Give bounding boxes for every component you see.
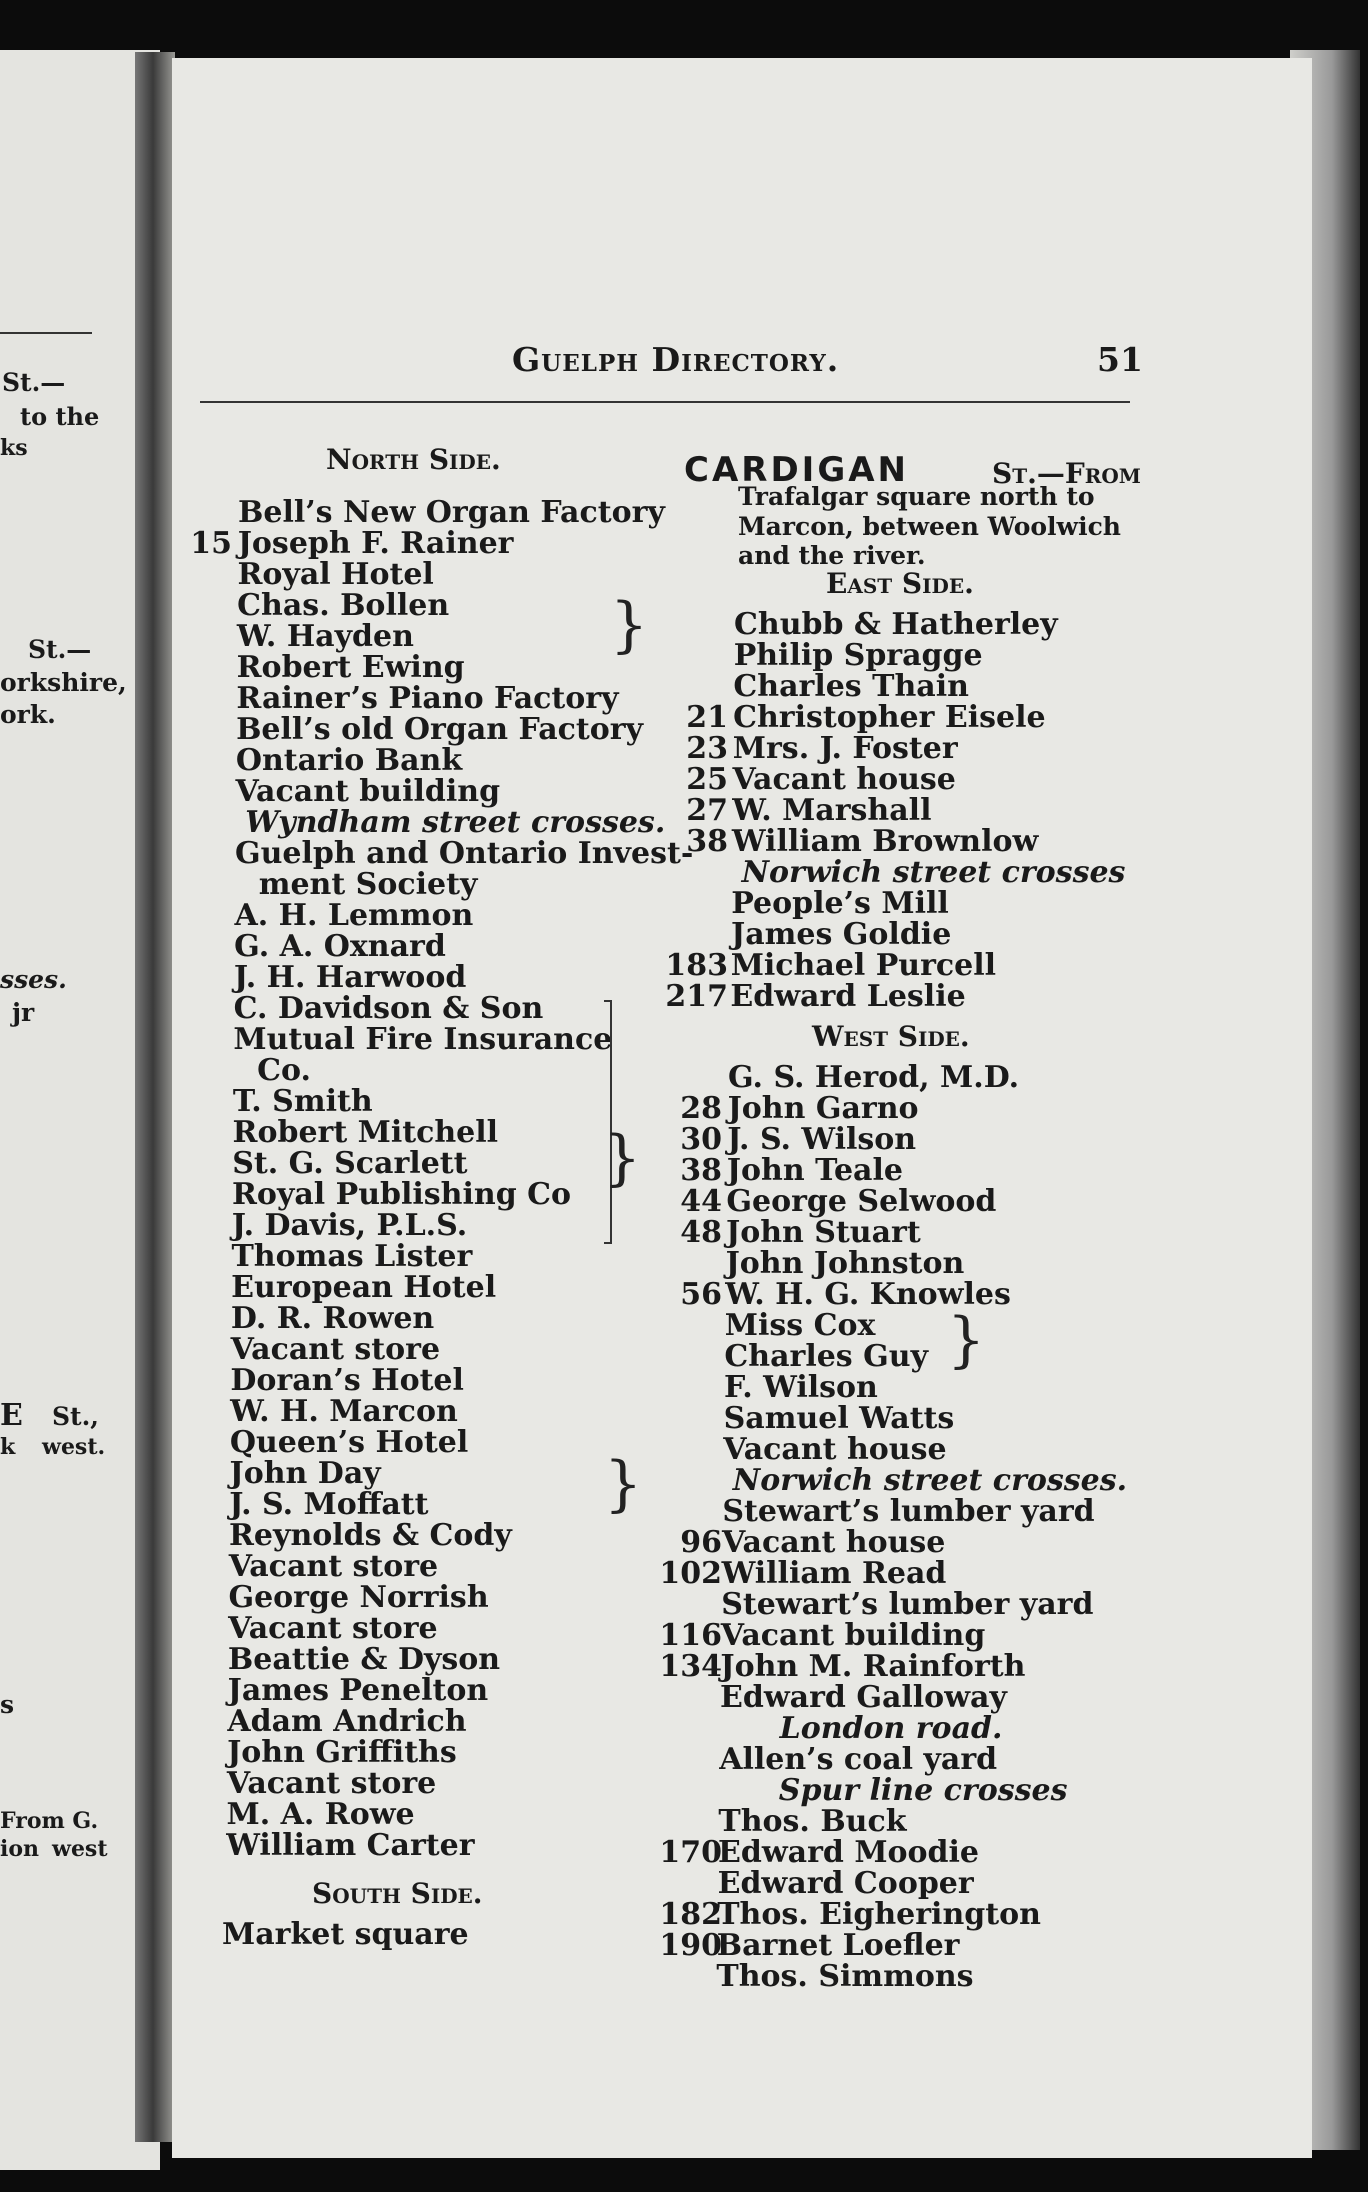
house-number: 21 [686, 700, 728, 735]
entry-text: Vacant store [226, 1766, 437, 1801]
directory-entry [686, 700, 1046, 735]
directory-entry [228, 1580, 489, 1615]
brace: } [947, 1305, 986, 1375]
entry-text: M. A. Rowe [226, 1797, 415, 1832]
directory-entry [231, 1270, 497, 1305]
directory-entry [236, 619, 414, 654]
entry-text: Vacant store [228, 1611, 438, 1646]
house-number: 183 [665, 948, 728, 983]
directory-entry [233, 991, 544, 1026]
left-text: k [0, 1434, 16, 1460]
directory-entry [237, 557, 434, 592]
page-header [172, 340, 1312, 400]
directory-entry [222, 1917, 469, 1952]
entry-text: Edward Cooper [717, 1866, 974, 1901]
entry-text: Charles Guy [724, 1339, 929, 1374]
entry-text: John Stuart [726, 1215, 921, 1250]
house-number: 170 [659, 1835, 722, 1870]
entry-text: Chubb & Hatherley [734, 607, 1058, 642]
street-crossing [741, 855, 1126, 890]
directory-entry [230, 1301, 435, 1336]
entry-text: Edward Leslie [730, 979, 966, 1014]
entry-text: W. Marshall [732, 793, 932, 828]
entry-text: William Carter [226, 1828, 475, 1863]
entry-text: C. Davidson & Son [233, 991, 544, 1026]
left-text: s [0, 1690, 15, 1719]
entry-text: Wyndham street crosses. [245, 805, 666, 840]
entry-text: F. Wilson [724, 1370, 878, 1405]
entry-text: James Penelton [227, 1673, 489, 1708]
left-text: St.— [28, 635, 92, 664]
entry-text: Joseph F. Rainer [237, 526, 514, 561]
street-description: Trafalgar square north to Marcon, between Woolwich and the river. [738, 482, 1121, 570]
left-text: west [52, 1836, 108, 1862]
directory-entry [236, 712, 643, 747]
house-number: 56 [680, 1277, 722, 1312]
directory-entry [235, 774, 501, 809]
directory-entry [686, 793, 932, 828]
house-number: 134 [659, 1649, 722, 1684]
directory-entry [718, 1804, 907, 1839]
entry-text: W. Hayden [236, 619, 414, 654]
entry-text: T. Smith [232, 1084, 373, 1119]
entry-text: Spur line crosses [778, 1773, 1068, 1808]
directory-entry [733, 638, 983, 673]
entry-text: William Brownlow [731, 824, 1039, 859]
directory-entry [686, 762, 956, 797]
directory-entry [236, 681, 619, 716]
left-text: orkshire, [0, 668, 127, 697]
house-number: 44 [680, 1184, 722, 1219]
left-text: St.— [2, 368, 66, 397]
entry-text: George Norrish [228, 1580, 489, 1615]
directory-entry [257, 1053, 311, 1088]
left-text: E [0, 1398, 23, 1433]
entry-text: John Garno [727, 1091, 919, 1126]
entry-text: Edward Galloway [720, 1680, 1007, 1715]
directory-entry [190, 526, 514, 561]
directory-entry [234, 929, 446, 964]
entry-text: London road. [779, 1711, 1003, 1746]
directory-entry [227, 1735, 457, 1770]
entry-text: John Day [229, 1456, 381, 1491]
directory-entry [230, 1394, 458, 1429]
entry-text: Edward Moodie [718, 1835, 980, 1870]
directory-entry [226, 1828, 475, 1863]
entry-text: Thos. Eigherington [717, 1897, 1041, 1932]
directory-entry [227, 1642, 501, 1677]
directory-entry [229, 1518, 512, 1553]
directory-entry [230, 1363, 464, 1398]
entry-text: Ontario Bank [235, 743, 463, 778]
entry-text: Philip Spragge [733, 638, 983, 673]
entry-text: Stewart’s lumber yard [722, 1494, 1095, 1529]
house-number: 23 [686, 731, 728, 766]
directory-entry [230, 1332, 441, 1367]
bracket [604, 1000, 612, 1244]
directory-page [172, 58, 1312, 2158]
book-gutter [135, 52, 175, 2142]
directory-entry [659, 1835, 980, 1870]
entry-text: Rainer’s Piano Factory [236, 681, 619, 716]
directory-entry [229, 1456, 381, 1491]
side-heading: North Side. [326, 443, 501, 476]
entry-text: ment Society [258, 867, 478, 902]
directory-entry [680, 1215, 921, 1250]
directory-entry [680, 1091, 919, 1126]
directory-entry [659, 1556, 947, 1591]
directory-entry [723, 1432, 947, 1467]
entry-text: Barnet Loefler [716, 1928, 960, 1963]
left-page-rule [0, 332, 92, 334]
house-number: 15 [190, 526, 232, 561]
street-suffix: St.—From [992, 457, 1141, 490]
directory-entry [659, 1649, 1026, 1684]
directory-entry [665, 948, 997, 983]
entry-text: W. H. Marcon [230, 1394, 458, 1429]
directory-entry [229, 1487, 429, 1522]
directory-entry [728, 1060, 1020, 1095]
directory-entry [720, 1680, 1007, 1715]
entry-text: John Teale [726, 1153, 903, 1188]
entry-text: Mrs. J. Foster [732, 731, 958, 766]
entry-text: John Griffiths [227, 1735, 457, 1770]
entry-text: Stewart’s lumber yard [721, 1587, 1094, 1622]
side-heading: South Side. [312, 1877, 483, 1910]
entry-text: Vacant store [230, 1332, 441, 1367]
entry-text: Bell’s old Organ Factory [236, 712, 643, 747]
left-text: ion [0, 1836, 40, 1862]
directory-entry [680, 1525, 946, 1560]
house-number: 102 [659, 1556, 722, 1591]
directory-entry [680, 1122, 917, 1157]
entry-text: Vacant house [722, 1525, 946, 1560]
entry-text: Queen’s Hotel [229, 1425, 469, 1460]
entry-text: Allen’s coal yard [719, 1742, 998, 1777]
entry-text: William Read [721, 1556, 947, 1591]
directory-entry [233, 960, 467, 995]
entry-text: J. S. Wilson [727, 1122, 917, 1157]
entry-text: Robert Ewing [236, 650, 465, 685]
directory-entry [231, 1208, 468, 1243]
entry-text: George Selwood [726, 1184, 997, 1219]
directory-entry [226, 1797, 415, 1832]
entry-text: Vacant store [228, 1549, 439, 1584]
header-rule [200, 401, 1130, 403]
entry-text: Vacant house [723, 1432, 947, 1467]
page-number: 51 [1097, 340, 1143, 379]
page-title: Guelph Directory. [512, 340, 840, 379]
left-text: St., [52, 1402, 100, 1431]
street-crossing [245, 805, 666, 840]
directory-entry [717, 1866, 974, 1901]
left-text: ork. [0, 700, 56, 729]
directory-entry [232, 1084, 373, 1119]
entry-text: Bell’s New Organ Factory [238, 495, 665, 530]
entry-text: Thos. Simmons [716, 1959, 974, 1994]
directory-entry [236, 650, 465, 685]
house-number: 116 [659, 1618, 722, 1653]
brace: } [610, 590, 649, 660]
entry-text: Charles Thain [733, 669, 969, 704]
directory-entry [231, 1239, 473, 1274]
entry-text: Adam Andrich [227, 1704, 467, 1739]
entry-text: W. H. G. Knowles [725, 1277, 1011, 1312]
directory-entry [237, 588, 450, 623]
street-name: CARDIGAN [684, 450, 909, 490]
entry-text: Royal Publishing Co [232, 1177, 572, 1212]
entry-text: European Hotel [231, 1270, 497, 1305]
house-number: 38 [686, 824, 728, 859]
entry-text: Doran’s Hotel [230, 1363, 464, 1398]
directory-entry [233, 1022, 613, 1057]
street-crossing [732, 1463, 1128, 1498]
entry-text: Norwich street crosses [741, 855, 1126, 890]
house-number: 182 [659, 1897, 722, 1932]
directory-entry [232, 1115, 499, 1150]
left-text: to the [20, 402, 100, 431]
left-text: From G. [0, 1808, 99, 1834]
entry-text: Co. [257, 1053, 311, 1088]
directory-entry [232, 1146, 468, 1181]
directory-entry [680, 1184, 997, 1219]
directory-entry [686, 731, 958, 766]
entry-text: J. Davis, P.L.S. [231, 1208, 468, 1243]
directory-entry [724, 1308, 876, 1343]
directory-entry [229, 1425, 469, 1460]
entry-text: St. G. Scarlett [232, 1146, 468, 1181]
directory-entry [235, 743, 463, 778]
entry-text: J. S. Moffatt [229, 1487, 429, 1522]
entry-text: Reynolds & Cody [229, 1518, 512, 1553]
directory-entry [731, 886, 949, 921]
house-number: 27 [686, 793, 728, 828]
entry-text: Christopher Eisele [733, 700, 1046, 735]
directory-entry [659, 1928, 960, 1963]
entry-text: Vacant building [720, 1618, 986, 1653]
directory-entry [680, 1153, 903, 1188]
directory-entry [686, 824, 1039, 859]
side-heading: East Side. [826, 567, 974, 600]
directory-entry [724, 1370, 878, 1405]
left-text: jr [12, 998, 35, 1027]
directory-entry [227, 1704, 467, 1739]
directory-entry [731, 917, 952, 952]
house-number: 38 [680, 1153, 722, 1188]
house-number: 96 [680, 1525, 722, 1560]
directory-entry [734, 607, 1058, 642]
directory-entry [723, 1401, 955, 1436]
entry-text: J. H. Harwood [233, 960, 467, 995]
entry-text: James Goldie [731, 917, 952, 952]
street-crossing [778, 1773, 1068, 1808]
left-text: sses. [0, 965, 67, 994]
house-number: 48 [680, 1215, 722, 1250]
entry-text: Thomas Lister [231, 1239, 473, 1274]
directory-entry [716, 1959, 974, 1994]
house-number: 217 [665, 979, 728, 1014]
entry-text: John M. Rainforth [720, 1649, 1026, 1684]
entry-text: Michael Purcell [730, 948, 997, 983]
house-number: 28 [680, 1091, 722, 1126]
house-number: 190 [659, 1928, 722, 1963]
entry-text: Mutual Fire Insurance [233, 1022, 613, 1057]
entry-text: John Johnston [725, 1246, 965, 1281]
directory-entry [238, 495, 665, 530]
left-text: west. [42, 1434, 106, 1460]
entry-text: G. S. Herod, M.D. [728, 1060, 1020, 1095]
directory-entry [725, 1246, 965, 1281]
directory-entry [235, 836, 694, 871]
entry-text: A. H. Lemmon [234, 898, 474, 933]
entry-text: Beattie & Dyson [227, 1642, 501, 1677]
brace: } [603, 1123, 642, 1193]
entry-text: Norwich street crosses. [732, 1463, 1128, 1498]
directory-entry [659, 1897, 1041, 1932]
house-number: 25 [686, 762, 728, 797]
directory-entry [665, 979, 966, 1014]
directory-entry [721, 1587, 1094, 1622]
left-text: ks [0, 435, 28, 461]
entry-text: Thos. Buck [718, 1804, 907, 1839]
entry-text: Chas. Bollen [237, 588, 450, 623]
street-crossing [779, 1711, 1003, 1746]
entry-text: Samuel Watts [723, 1401, 955, 1436]
directory-entry [226, 1766, 437, 1801]
directory-entry [232, 1177, 572, 1212]
entry-text: Market square [222, 1917, 469, 1952]
directory-entry [722, 1494, 1095, 1529]
house-number: 30 [680, 1122, 722, 1157]
directory-entry [724, 1339, 929, 1374]
brace: } [604, 1449, 643, 1519]
entry-text: Royal Hotel [237, 557, 434, 592]
side-heading: West Side. [812, 1020, 970, 1053]
entry-text: Guelph and Ontario Invest- [235, 836, 694, 871]
entry-text: Robert Mitchell [232, 1115, 499, 1150]
entry-text: G. A. Oxnard [234, 929, 446, 964]
entry-text: D. R. Rowen [230, 1301, 435, 1336]
directory-entry [228, 1549, 439, 1584]
entry-text: Miss Cox [724, 1308, 876, 1343]
entry-text: Vacant building [235, 774, 501, 809]
directory-entry [228, 1611, 438, 1646]
directory-entry [227, 1673, 489, 1708]
directory-entry [719, 1742, 998, 1777]
directory-entry [258, 867, 478, 902]
directory-entry [733, 669, 969, 704]
directory-entry [234, 898, 474, 933]
entry-text: People’s Mill [731, 886, 949, 921]
directory-entry [659, 1618, 986, 1653]
entry-text: Vacant house [732, 762, 956, 797]
